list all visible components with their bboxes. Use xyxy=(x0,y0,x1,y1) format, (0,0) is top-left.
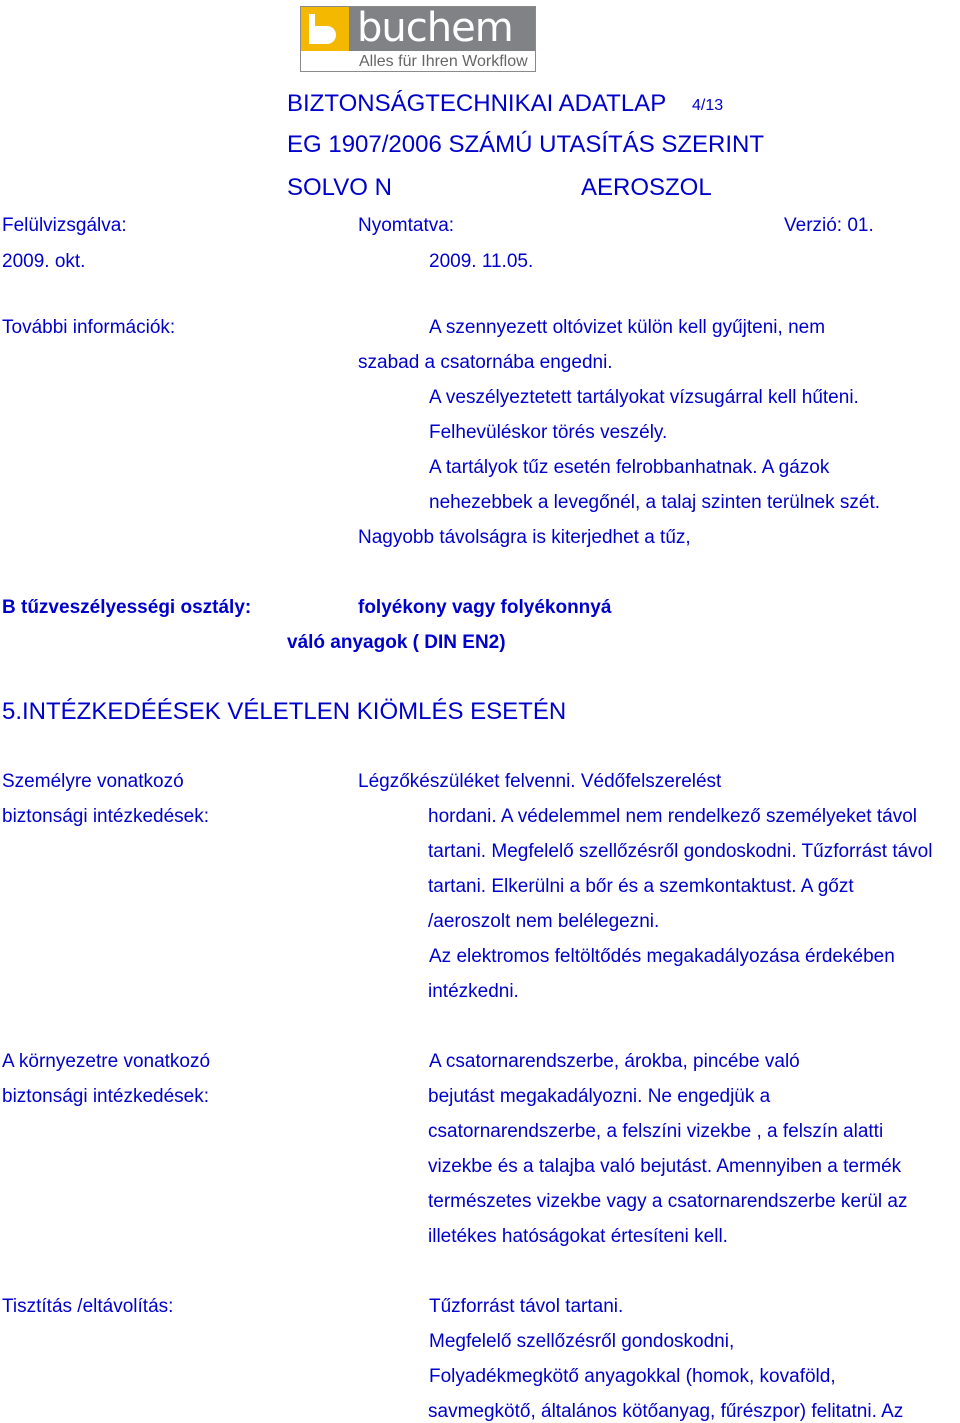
environmental-precautions-line: illetékes hatóságokat értesíteni kell. xyxy=(428,1226,728,1247)
product-name: SOLVO N xyxy=(287,174,392,201)
cleaning-line: Megfelelő szellőzésről gondoskodni, xyxy=(429,1331,735,1352)
environmental-precautions-line: csatornarendszerbe, a felszíni vizekbe , a felszín alatti xyxy=(428,1121,884,1142)
environmental-precautions-line: természetes vizekbe vagy a csatornarendszerbe kerül az xyxy=(428,1191,908,1212)
cleaning-line: savmegkötő, általános kötőanyag, fűrészpor) felitatni. Az xyxy=(428,1401,904,1422)
personal-precautions-line: Légzőkészüléket felvenni. Védőfelszerelést xyxy=(358,771,722,792)
personal-precautions-line: hordani. A védelemmel nem rendelkező személyeket távol xyxy=(428,806,917,827)
product-type: AEROSZOL xyxy=(581,174,712,201)
page-number: 4/13 xyxy=(692,97,724,114)
further-info-line: Felhevüléskor törés veszély. xyxy=(429,422,668,443)
buchem-logo xyxy=(300,6,536,72)
section-5-heading: 5.INTÉZKEDÉÉSEK VÉLETLEN KIÖMLÉS ESETÉN xyxy=(2,698,567,725)
logo-tagline: Alles für Ihren Workflow xyxy=(359,53,528,70)
personal-precautions-line: intézkedni. xyxy=(428,981,519,1002)
logo-b-icon xyxy=(307,12,343,48)
printed-date: 2009. 11.05. xyxy=(429,251,534,272)
personal-precautions-label: Személyre vonatkozó xyxy=(2,771,184,792)
personal-precautions-label-cont: biztonsági intézkedések: xyxy=(2,806,210,827)
personal-precautions-line: tartani. Elkerülni a bőr és a szemkontaktust. A gőzt xyxy=(428,876,854,897)
fire-class-value-cont: váló anyagok ( DIN EN2) xyxy=(287,632,506,653)
revised-label: Felülvizsgálva: xyxy=(2,215,127,236)
environmental-precautions-line: A csatornarendszerbe, árokba, pincébe való xyxy=(429,1051,800,1072)
environmental-precautions-line: bejutást megakadályozni. Ne engedjük a xyxy=(428,1086,771,1107)
personal-precautions-line: Az elektromos feltöltődés megakadályozása érdekében xyxy=(429,946,895,967)
regulation-subtitle: EG 1907/2006 SZÁMÚ UTASÍTÁS SZERINT xyxy=(287,131,765,158)
further-info-line: szabad a csatornába engedni. xyxy=(358,352,613,373)
environmental-precautions-label-cont: biztonsági intézkedések: xyxy=(2,1086,210,1107)
logo-wordmark: buchem xyxy=(357,5,513,51)
further-info-label: További információk: xyxy=(2,317,176,338)
further-info-line: nehezebbek a levegőnél, a talaj szinten terülnek szét. xyxy=(429,492,881,513)
cleaning-line: Tűzforrást távol tartani. xyxy=(429,1296,624,1317)
cleaning-line: Folyadékmegkötő anyagokkal (homok, kovaföld, xyxy=(429,1366,836,1387)
revised-date: 2009. okt. xyxy=(2,251,86,272)
environmental-precautions-line: vizekbe és a talajba való bejutást. Amennyiben a termék xyxy=(428,1156,902,1177)
version-label: Verzió: 01. xyxy=(784,215,874,236)
cleaning-label: Tisztítás /eltávolítás: xyxy=(2,1296,174,1317)
fire-class-label: B tűzveszélyességi osztály: xyxy=(2,597,252,618)
environmental-precautions-label: A környezetre vonatkozó xyxy=(2,1051,211,1072)
further-info-line: Nagyobb távolságra is kiterjedhet a tűz, xyxy=(358,527,691,548)
further-info-line: A veszélyeztetett tartályokat vízsugárral kell hűteni. xyxy=(429,387,859,408)
personal-precautions-line: /aeroszolt nem belélegezni. xyxy=(428,911,660,932)
fire-class-value: folyékony vagy folyékonnyá xyxy=(358,597,612,618)
printed-label: Nyomtatva: xyxy=(358,215,455,236)
further-info-line: A szennyezett oltóvizet külön kell gyűjteni, nem xyxy=(429,317,826,338)
document-title: BIZTONSÁGTECHNIKAI ADATLAP xyxy=(287,90,667,117)
personal-precautions-line: tartani. Megfelelő szellőzésről gondoskodni. Tűzforrást távol xyxy=(428,841,933,862)
further-info-line: A tartályok tűz esetén felrobbanhatnak. A gázok xyxy=(429,457,830,478)
